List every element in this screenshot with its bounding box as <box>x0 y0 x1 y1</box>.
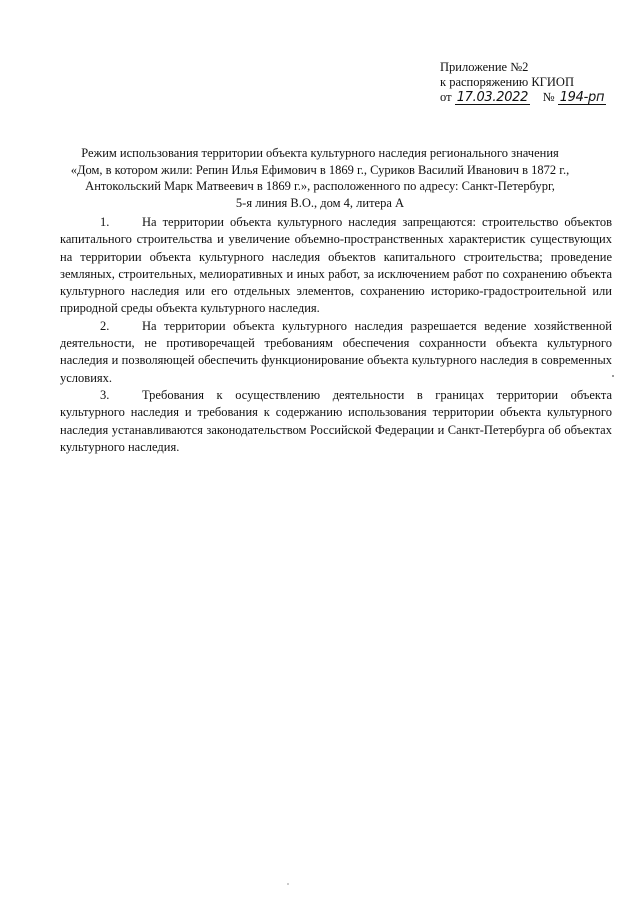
scan-speck <box>612 375 614 377</box>
title-line-2: «Дом, в котором жили: Репин Илья Ефимович в 1869 г., Суриков Василий Иванович в 1872 г., <box>70 162 570 177</box>
title-line-4: 5-я линия В.О., дом 4, литера А <box>235 195 405 210</box>
paragraph-2 <box>60 318 612 387</box>
paragraph-number: 3. <box>100 387 110 402</box>
document-title <box>60 145 580 211</box>
title-line-1: Режим использования территории объекта культурного наследия регионального значения <box>81 146 559 160</box>
paragraph-3 <box>60 387 612 456</box>
document-body <box>60 214 612 456</box>
paragraph-text: На территории объекта культурного наследия разрешается ведение хозяйственной деятельности, не противоречащей требованиям обеспечения сохранности объекта культурного наследия и позволяющей обеспечить функционирование объекта культурного наследия в современных условиях. <box>60 318 612 385</box>
paragraph-1 <box>60 214 612 318</box>
number-label: № <box>542 90 555 104</box>
paragraph-number: 2. <box>100 318 110 333</box>
paragraph-number: 1. <box>100 215 110 229</box>
paragraph-text: Требования к осуществлению деятельности в границах территории объекта культурного наследия и требования к содержанию использования территории объекта культурного наследия устанавливаются законодательством Российской Федерации и Санкт-Петербурга об объектах культурного наследия. <box>60 387 612 454</box>
scan-speck <box>287 883 289 885</box>
appendix-number: Приложение №2 <box>440 60 529 74</box>
appendix-date-number-line <box>440 90 620 105</box>
paragraph-text: На территории объекта культурного наследия запрещаются: строительство объектов капитального строительства и увеличение объемно-пространственных характеристик существующих на территории объекта культурного наследия объектов капитального строительства; проведение земляных, строительных, мелиоративных и иных работ, за исключением работ по сохранению объекта культурного наследия или его отдельных элементов, сохранению историко-градостроительной или природной среды объекта культурного наследия. <box>60 215 612 316</box>
handwritten-date: 17.03.2022 <box>456 90 529 105</box>
appendix-header <box>440 60 620 105</box>
title-line-3: Антокольский Марк Матвеевич в 1869 г.», расположенного по адресу: Санкт-Петербург, <box>85 179 555 194</box>
handwritten-number: 194-рп <box>559 90 605 105</box>
from-label: от <box>440 90 452 104</box>
appendix-order-ref: к распоряжению КГИОП <box>440 75 574 89</box>
